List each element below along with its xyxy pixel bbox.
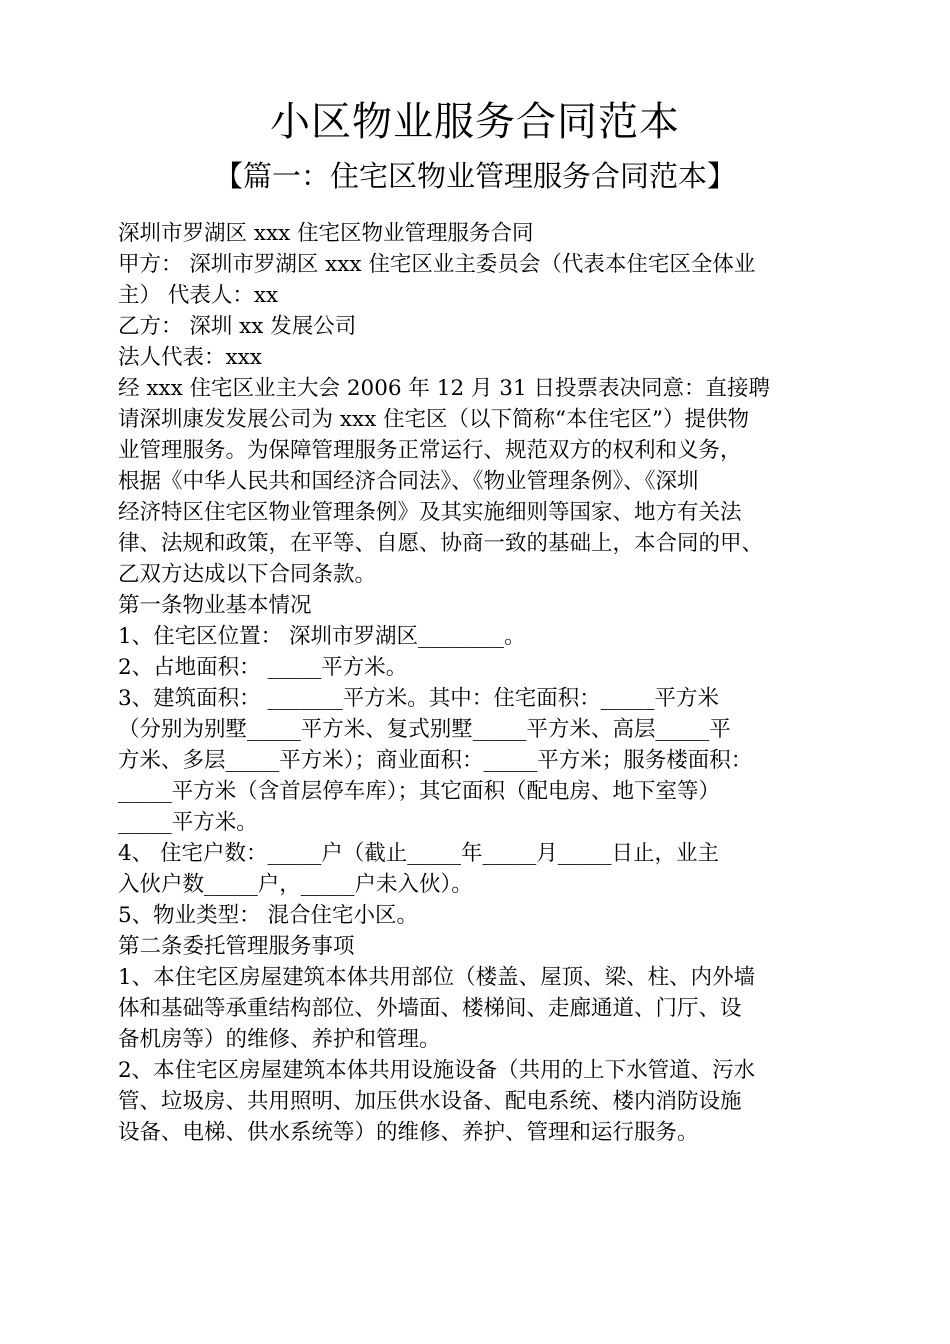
paragraph-line: 业管理服务。为保障管理服务正常运行、规范双方的权利和义务， (118, 438, 742, 463)
paragraph-line: 1、住宅区位置： 深圳市罗湖区________。 (118, 624, 526, 649)
document-body (118, 218, 848, 1148)
paragraph-line: _____平方米（含首层停车库）；其它面积（配电房、地下室等） (118, 779, 721, 804)
paragraph-line: 主） 代表人：xx (118, 283, 279, 308)
paragraph-line: 2、占地面积： _____平方米。 (118, 655, 408, 680)
paragraph-line: 备机房等）的维修、养护和管理。 (118, 1027, 441, 1052)
paragraph-line: 方米、多层_____平方米）；商业面积：_____平方米；服务楼面积： (118, 748, 753, 773)
paragraph-line: 深圳市罗湖区 xxx 住宅区物业管理服务合同 (118, 221, 534, 246)
paragraph-line: 5、物业类型： 混合住宅小区。 (118, 903, 419, 928)
section-heading: 第二条委托管理服务事项 (118, 934, 355, 959)
paragraph-line: 入伙户数_____户，_____户未入伙）。 (118, 872, 473, 897)
paragraph-line: 经 xxx 住宅区业主大会 2006 年 12 月 31 日投票表决同意：直接聘 (118, 376, 770, 401)
page-subtitle: 【篇一：住宅区物业管理服务合同范本】 (213, 159, 736, 193)
paragraph-line: 法人代表：xxx (118, 345, 262, 370)
paragraph-line: 3、建筑面积： _______平方米。其中：住宅面积：_____平方米 (118, 686, 720, 711)
paragraph-line: 律、法规和政策，在平等、自愿、协商一致的基础上，本合同的甲、 (118, 531, 764, 556)
paragraph-line: 请深圳康发发展公司为 xxx 住宅区（以下简称“本住宅区”）提供物 (118, 407, 750, 432)
paragraph-line: 根据《中华人民共和国经济合同法》、《物业管理条例》、《深圳 (118, 469, 699, 494)
paragraph-line: 设备、电梯、供水系统等）的维修、养护、管理和运行服务。 (118, 1120, 699, 1145)
paragraph-line: （分别为别墅_____平方米、复式别墅_____平方米、高层_____平 (118, 717, 731, 742)
paragraph-line: 乙双方达成以下合同条款。 (118, 562, 377, 587)
section-heading: 第一条物业基本情况 (118, 593, 312, 618)
page-title: 小区物业服务合同范本 (270, 99, 680, 145)
paragraph-line: 经济特区住宅区物业管理条例》及其实施细则等国家、地方有关法 (118, 500, 742, 525)
paragraph-line: 4、 住宅户数：_____户（截止_____年_____月_____日止，业主 (118, 841, 720, 866)
paragraph-line: 体和基础等承重结构部位、外墙面、楼梯间、走廊通道、门厅、设 (118, 996, 742, 1021)
paragraph-line: 1、本住宅区房屋建筑本体共用部位（楼盖、屋顶、梁、柱、内外墙 (118, 965, 756, 990)
paragraph-line: 乙方： 深圳 xx 发展公司 (118, 314, 357, 339)
paragraph-line: _____平方米。 (118, 810, 258, 835)
paragraph-line: 2、本住宅区房屋建筑本体共用设施设备（共用的上下水管道、污水 (118, 1058, 756, 1083)
paragraph-line: 管、垃圾房、共用照明、加压供水设备、配电系统、楼内消防设施 (118, 1089, 742, 1114)
paragraph-line: 甲方： 深圳市罗湖区 xxx 住宅区业主委员会（代表本住宅区全体业 (118, 252, 756, 277)
